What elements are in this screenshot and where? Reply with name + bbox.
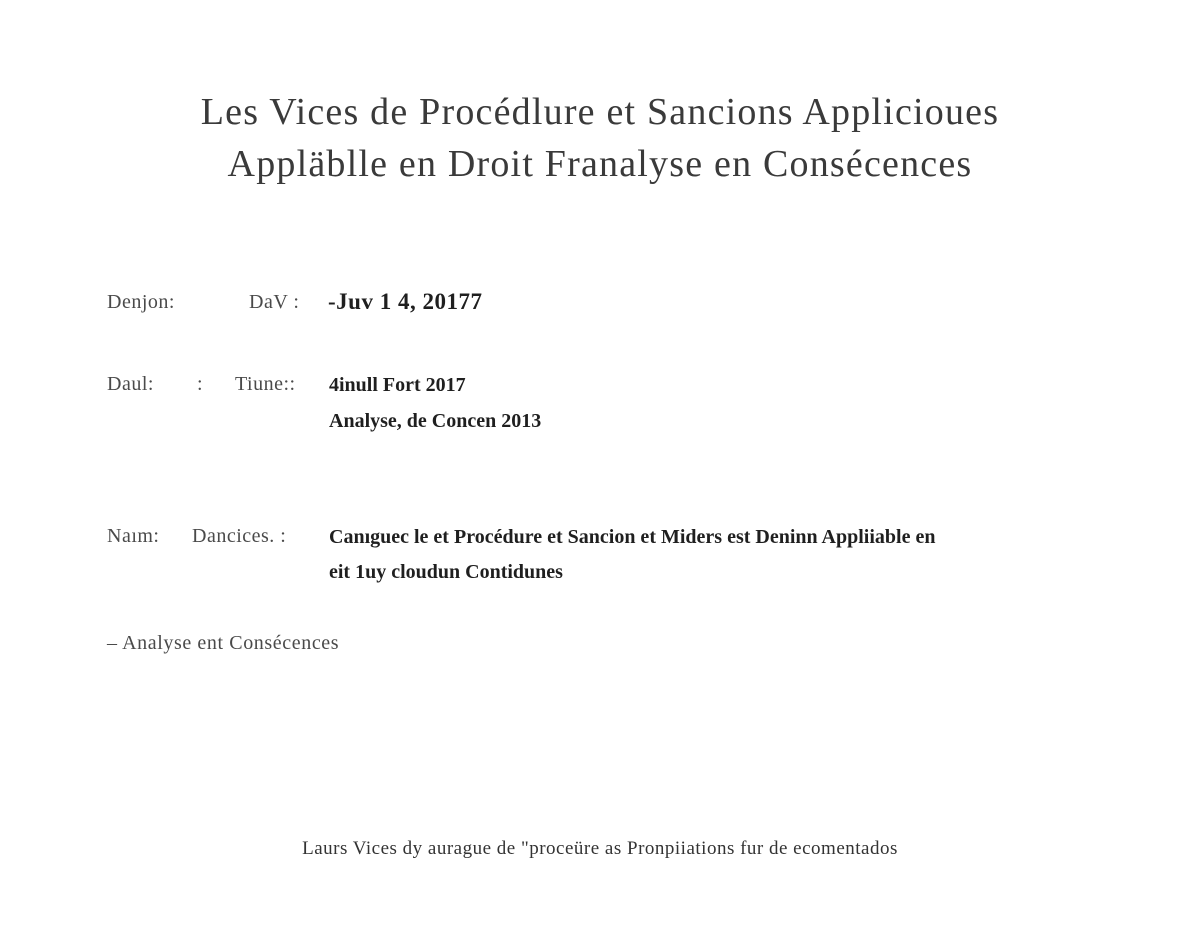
field-label-naim: Naım:: [107, 525, 160, 547]
field-label-daul: Daul:: [107, 373, 154, 395]
analysis-note: – Analyse ent Consécences: [107, 632, 340, 654]
field-sublabel-dav: DaV :: [249, 291, 300, 313]
tiune-value-line-2: Analyse, de Concen 2013: [329, 410, 542, 432]
field-sublabel-dancices: Dancices. :: [192, 525, 287, 547]
tiune-value-line-1: 4inull Fort 2017: [329, 374, 466, 396]
field-sublabel-tiune: Tiune::: [235, 373, 296, 395]
dancices-value-line-2: eit 1uy cloudun Contidunes: [329, 561, 563, 583]
title-line-2: Appläblle en Droit Franalyse en Consécences: [227, 143, 973, 185]
page-title: [0, 86, 1200, 190]
footer-text: Laurs Vices dy aurague de "proceüre as Pronpiiations fur de ecomentados: [302, 838, 898, 859]
title-line-1: Les Vices de Procédlure et Sancions Applicioues: [200, 91, 1000, 133]
field-separator: :: [197, 373, 204, 395]
dancices-value-line-1: Canıguec le et Procédure et Sancion et Miders est Deninn Appliiable en: [329, 526, 936, 548]
date-value: -Juv 1 4, 20177: [328, 289, 483, 314]
field-label-denjon: Denjon:: [107, 291, 175, 313]
